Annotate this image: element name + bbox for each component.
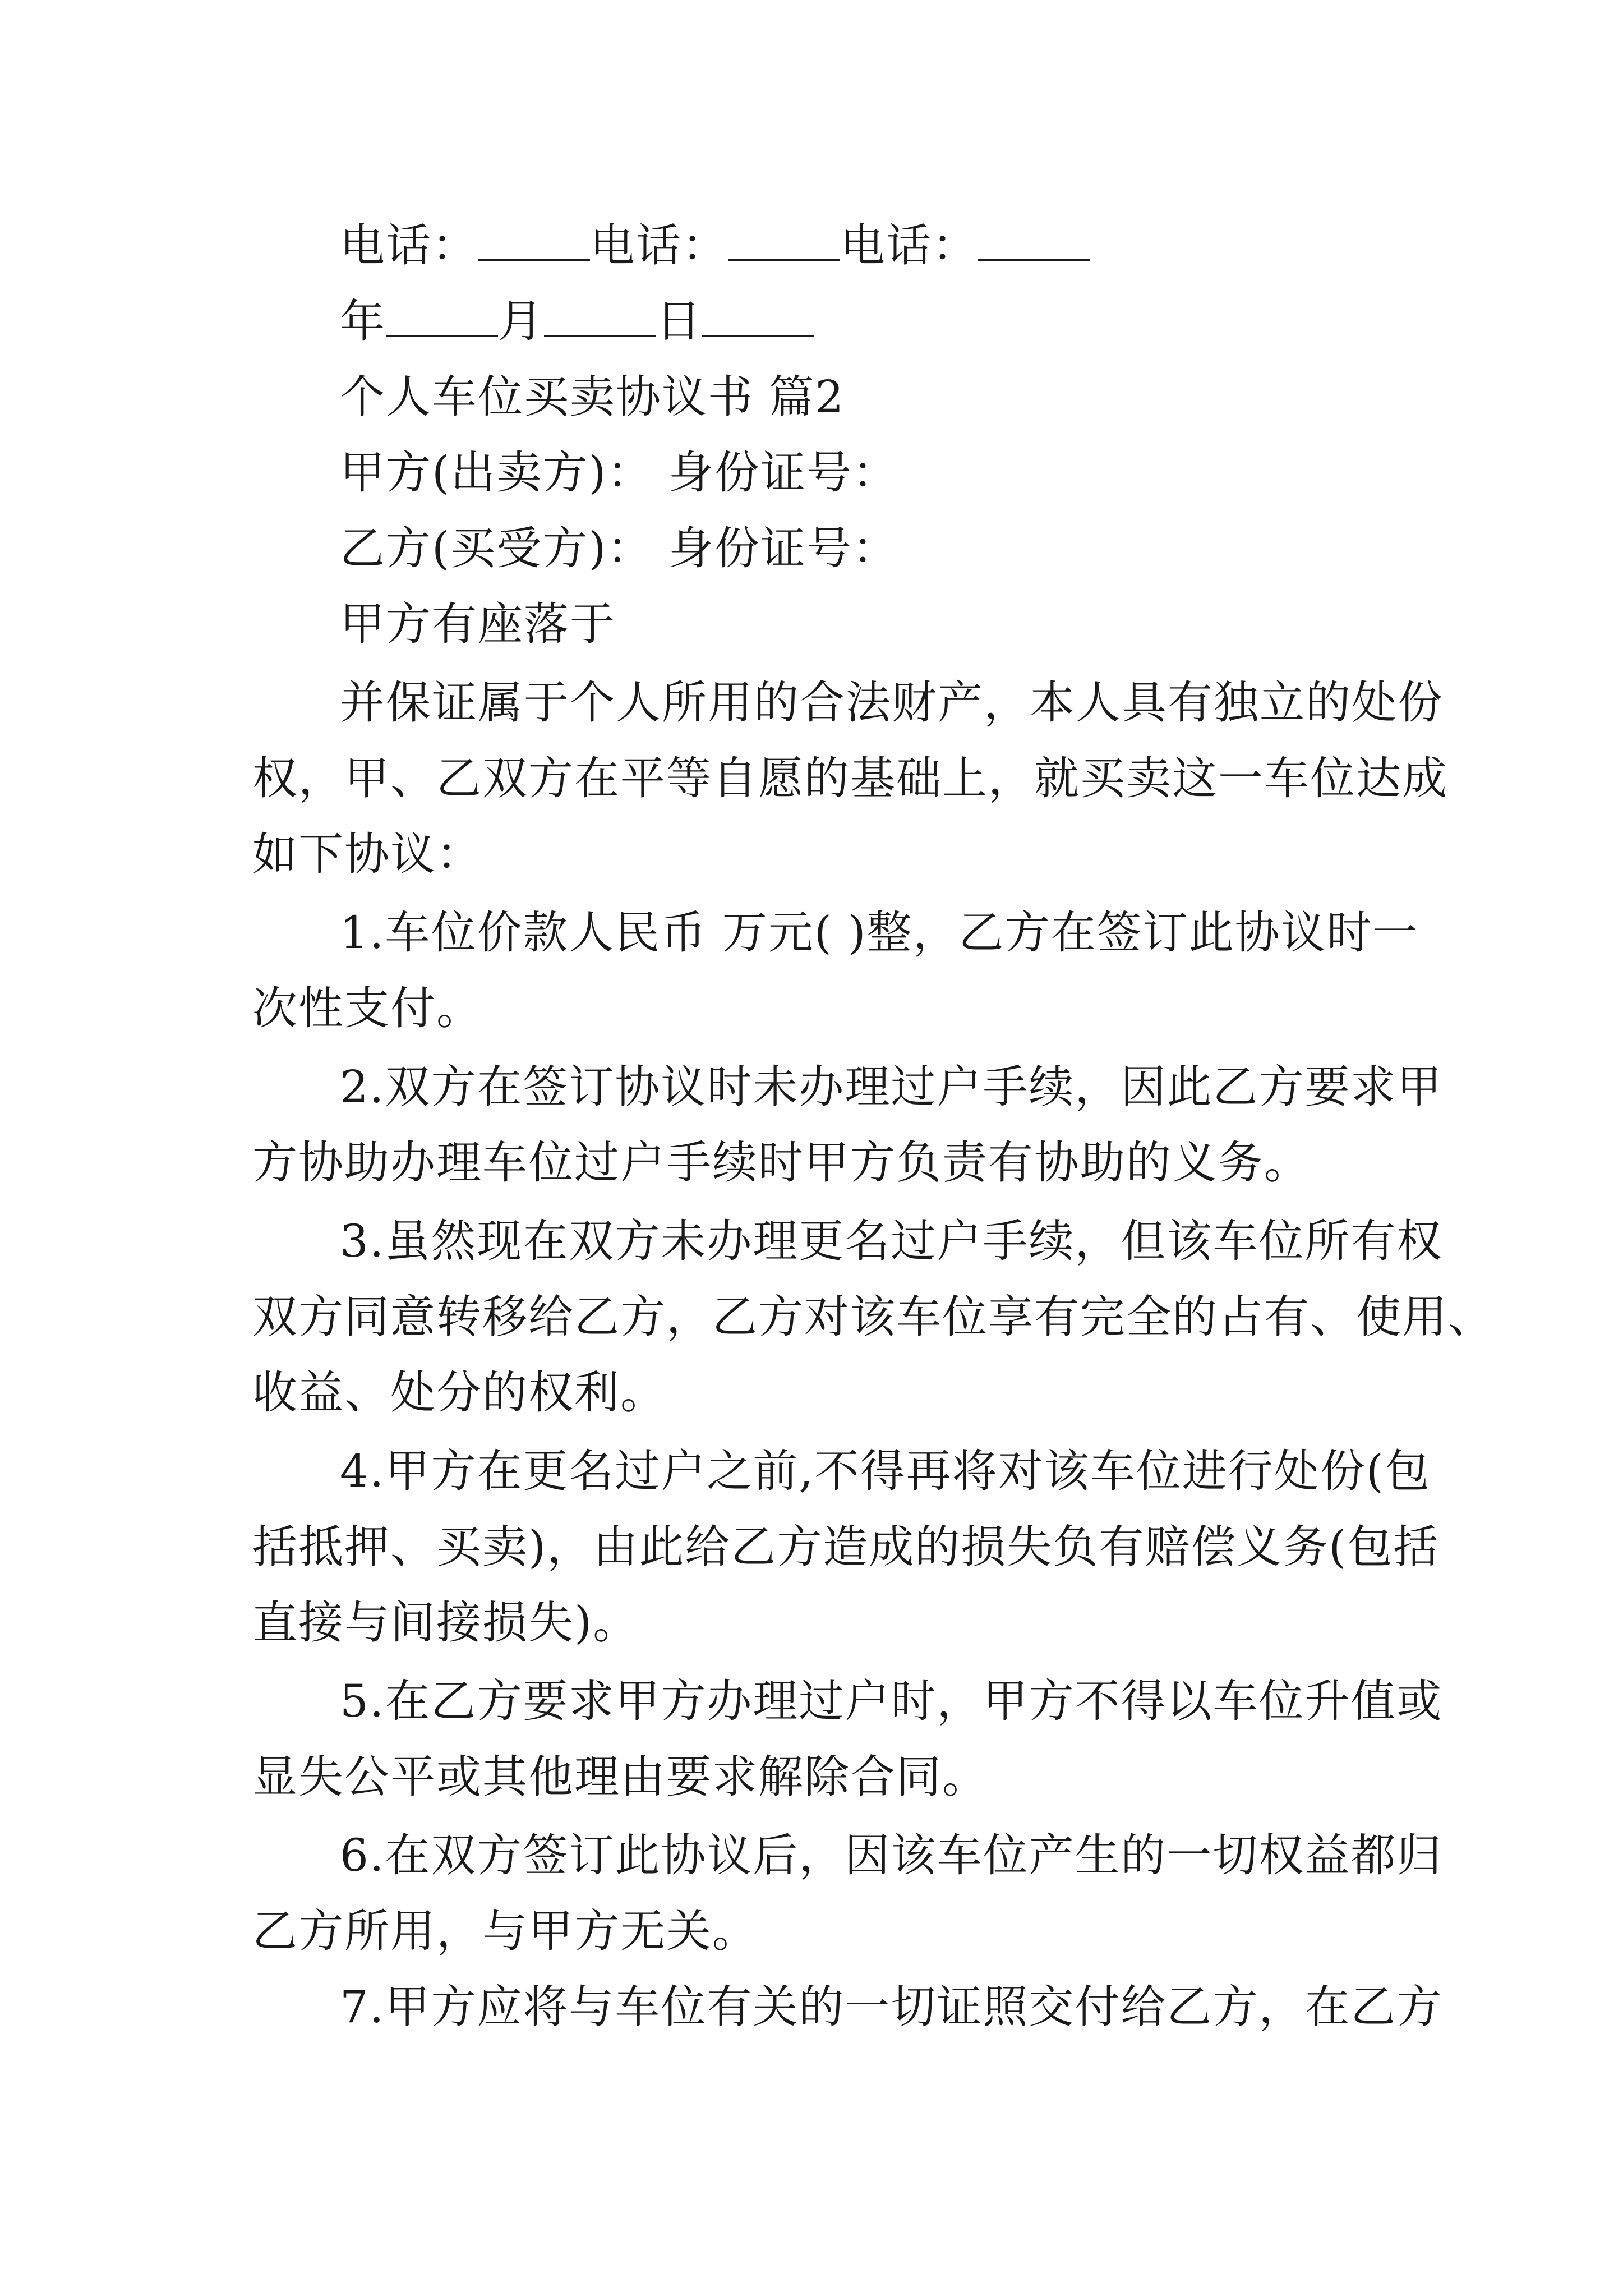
phone-blank-1 <box>478 221 590 261</box>
party-a-line: 甲方(出卖方)： 身份证号： <box>340 447 898 499</box>
intro-line: 如下协议： <box>252 828 482 880</box>
clause-2-line: 方协助办理车位过户手续时甲方负责有协助的义务。 <box>252 1137 1310 1189</box>
clause-5-line: 5.在乙方要求甲方办理过户时，甲方不得以车位升值或 <box>340 1675 1443 1727</box>
phone-label-3: 电话： <box>840 219 978 272</box>
clause-1-line: 次性支付。 <box>252 982 482 1034</box>
clause-3-line: 收益、处分的权利。 <box>252 1366 666 1419</box>
phone-blank-2 <box>728 221 840 261</box>
location-line: 甲方有座落于 <box>340 598 616 650</box>
clause-4-line: 4.甲方在更名过户之前,不得再将对该车位进行处份(包 <box>340 1445 1431 1497</box>
month-blank <box>544 297 656 337</box>
clause-4-line: 括抵押、买卖)，由此给乙方造成的损失负有赔偿义务(包括 <box>252 1521 1440 1573</box>
phone-label-1: 电话： <box>340 219 478 272</box>
intro-line: 并保证属于个人所用的合法财产，本人具有独立的处份 <box>340 677 1444 729</box>
section-title: 个人车位买卖协议书 篇2 <box>340 371 845 423</box>
party-b-line: 乙方(买受方)： 身份证号： <box>340 522 898 574</box>
phone-line <box>340 219 1467 273</box>
month-label: 月 <box>498 295 544 347</box>
day-blank <box>702 297 814 337</box>
clause-7-line: 7.甲方应将与车位有关的一切证照交付给乙方，在乙方 <box>340 1981 1443 2033</box>
intro-line: 权，甲、乙双方在平等自愿的基础上，就买卖这一车位达成 <box>252 752 1448 804</box>
day-label: 日 <box>656 295 702 347</box>
clause-3-line: 3.虽然现在双方未办理更名过户手续，但该车位所有权 <box>340 1215 1443 1267</box>
clause-3-line: 双方同意转移给乙方，乙方对该车位享有完全的占有、使用、 <box>252 1291 1494 1343</box>
date-line <box>340 295 1467 348</box>
phone-blank-3 <box>978 221 1090 261</box>
clause-2-line: 2.双方在签订协议时未办理过户手续，因此乙方要求甲 <box>340 1061 1443 1113</box>
year-blank <box>386 297 498 337</box>
clause-6-line: 乙方所用，与甲方无关。 <box>252 1905 758 1957</box>
year-label: 年 <box>340 295 386 347</box>
clause-1-line: 1.车位价款人民币 万元( )整，乙方在签订此协议时一 <box>340 907 1419 959</box>
clause-4-line: 直接与间接损失)。 <box>252 1596 639 1649</box>
phone-label-2: 电话： <box>590 219 728 272</box>
clause-6-line: 6.在双方签订此协议后，因该车位产生的一切权益都归 <box>340 1829 1443 1881</box>
clause-5-line: 显失公平或其他理由要求解除合同。 <box>252 1751 988 1803</box>
